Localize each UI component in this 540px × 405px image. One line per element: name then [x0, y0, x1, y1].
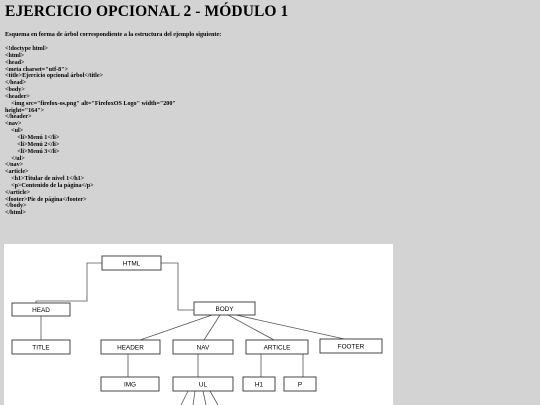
code-line: <html> [5, 52, 25, 59]
code-line: </ul> [5, 155, 25, 162]
edge-html-head [36, 263, 102, 303]
node-p-label: P [297, 381, 303, 389]
node-img-label: IMG [123, 381, 137, 389]
code-line: <p>Contenido de la página</p> [5, 182, 94, 189]
edge-html-body [161, 263, 194, 310]
node-title-label: TITLE [32, 344, 50, 352]
code-line: <li>Menú 2</li> [5, 141, 60, 148]
node-ul-label: UL [198, 381, 208, 389]
code-line: <!doctype html> [5, 46, 48, 52]
edge-ul-li-4 [210, 391, 218, 405]
code-line: <meta charset="utf-8"> [5, 66, 69, 73]
node-head-label: HEAD [32, 307, 50, 314]
code-line: <title>Ejercicio opcional árbol</title> [5, 73, 104, 80]
code-line: </header> [5, 114, 32, 121]
node-footer-label: FOOTER [337, 343, 365, 351]
intro-text: Esquema en forma de árbol correspondiente a la estructura del ejemplo siguiente: [5, 31, 222, 38]
node-nav-label: NAV [196, 344, 210, 352]
edge-body-nav [204, 315, 220, 340]
node-html-label: HTML [122, 260, 141, 268]
code-line: <ul> [5, 128, 24, 135]
edge-ul-li-3 [203, 391, 206, 405]
code-line: <li>Menú 1</li> [5, 134, 60, 141]
code-line: <img src="firefox-os.png" alt="FirefoxOS Logo" width="200" [5, 100, 176, 107]
node-h1-label: H1 [254, 381, 264, 389]
code-line: <h1>Titular de nivel 1</h1> [5, 176, 85, 183]
code-line: </article> [5, 189, 31, 196]
code-line: </html> [5, 210, 26, 217]
edge-body-header [140, 315, 212, 340]
code-line: <head> [5, 59, 25, 66]
code-line: </nav> [5, 162, 24, 169]
edge-ul-li-2 [193, 391, 195, 405]
node-article-label: ARTICLE [263, 344, 291, 352]
node-body-label: BODY [215, 306, 234, 313]
code-line: <footer>Pie de página</footer> [5, 196, 87, 203]
code-line: height="164"> [5, 107, 45, 114]
code-line: <li>Menú 3</li> [5, 148, 60, 155]
code-listing [5, 46, 176, 217]
code-line: <nav> [5, 121, 22, 128]
edge-ul-li-1 [181, 391, 188, 405]
code-line: <header> [5, 93, 30, 100]
code-line: </head> [5, 80, 27, 87]
code-line: <body> [5, 87, 25, 94]
edge-body-footer [236, 315, 349, 340]
page-title: EJERCICIO OPCIONAL 2 - MÓDULO 1 [5, 3, 289, 20]
code-line: <article> [5, 169, 29, 176]
edge-body-article [228, 315, 274, 340]
node-header-label: HEADER [117, 344, 144, 352]
dom-tree-diagram [4, 244, 393, 405]
code-line: </body> [5, 203, 27, 210]
